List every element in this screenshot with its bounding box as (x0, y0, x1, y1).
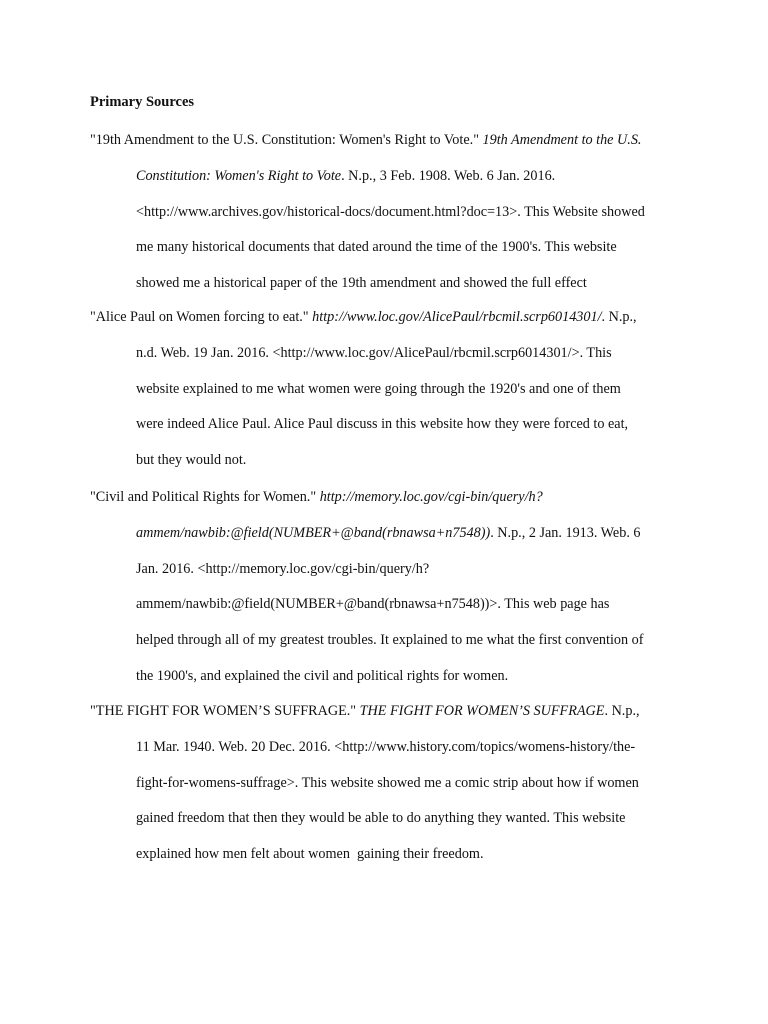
citation-italic-text: THE FIGHT FOR WOMEN’S SUFFRAGE (359, 703, 605, 719)
citation-line (90, 516, 678, 552)
citation-italic-text: http://memory.loc.gov/cgi-bin/query/h? (319, 489, 543, 505)
citation-text: me many historical documents that dated around the time of the 1900's. This website (136, 239, 617, 256)
citation-line (90, 300, 678, 336)
citation-line (90, 159, 678, 195)
citation-line (90, 587, 678, 623)
citation-italic-text: Constitution: Women's Right to Vote (136, 167, 342, 184)
citation-text: "19th Amendment to the U.S. Constitution: Women's Right to Vote." (90, 132, 483, 148)
citation-italic-text: 19th Amendment to the U.S. (482, 132, 642, 148)
citation-line (90, 552, 678, 588)
citation-text: the 1900's, and explained the civil and political rights for women. (136, 667, 509, 684)
citation-line (90, 372, 678, 408)
citation-line (90, 766, 678, 802)
citation-line (90, 443, 678, 479)
citation-text: Jan. 2016. <http://memory.loc.gov/cgi-bin/query/h? (136, 560, 430, 577)
citation-text: were indeed Alice Paul. Alice Paul discuss in this website how they were forced to eat, (136, 416, 629, 433)
citation-text: <http://www.archives.gov/historical-docs/document.html?doc=13>. This Website showed (136, 203, 645, 220)
citation-text: . N.p., (604, 703, 640, 719)
citation-italic-text: http://www.loc.gov/AlicePaul/rbcmil.scrp6014301/ (312, 309, 602, 325)
citation-line (90, 730, 678, 766)
citation-text: fight-for-womens-suffrage>. This website showed me a comic strip about how if women (136, 774, 639, 791)
citation-line (90, 694, 678, 730)
citation-text: 11 Mar. 1940. Web. 20 Dec. 2016. <http://www.history.com/topics/womens-history/the- (136, 738, 636, 755)
citation-text: but they would not. (136, 452, 247, 469)
citation-line (90, 659, 678, 695)
citation-text: "Alice Paul on Women forcing to eat." (90, 309, 313, 325)
citation-line (90, 336, 678, 372)
citation-text: explained how men felt about women gaining their freedom. (136, 846, 484, 863)
citation-text: . N.p., (601, 309, 637, 325)
citation-entry (90, 694, 678, 873)
citation-text: helped through all of my greatest troubles. It explained to me what the first convention of (136, 632, 644, 649)
citation-italic-text: ammem/nawbib:@field(NUMBER+@band(rbnawsa+n7548)) (136, 524, 491, 541)
citation-text: n.d. Web. 19 Jan. 2016. <http://www.loc.gov/AlicePaul/rbcmil.scrp6014301/>. This (136, 344, 612, 361)
citation-entry (90, 480, 678, 695)
citation-line (90, 407, 678, 443)
citation-text: gained freedom that then they would be able to do anything they wanted. This website (136, 810, 626, 827)
citation-line (90, 195, 678, 231)
citation-text: . N.p., 3 Feb. 1908. Web. 6 Jan. 2016. (341, 167, 556, 184)
citation-line (90, 623, 678, 659)
citation-text: "THE FIGHT FOR WOMEN’S SUFFRAGE." (90, 703, 360, 719)
citation-text: ammem/nawbib:@field(NUMBER+@band(rbnawsa+n7548))>. This web page has (136, 596, 610, 613)
citation-entry (90, 123, 678, 302)
citation-line (90, 266, 678, 302)
citation-line (90, 480, 678, 516)
page-title: Primary Sources (90, 94, 195, 110)
citation-text: website explained to me what women were going through the 1920's and one of them (136, 380, 621, 397)
citation-line (90, 801, 678, 837)
citation-entry (90, 300, 678, 479)
citation-text: showed me a historical paper of the 19th amendment and showed the full effect (136, 275, 587, 292)
citation-line (90, 837, 678, 873)
citation-line (90, 123, 678, 159)
citation-line (90, 230, 678, 266)
citation-text: . N.p., 2 Jan. 1913. Web. 6 (490, 524, 641, 541)
citation-text: "Civil and Political Rights for Women." (90, 489, 320, 505)
